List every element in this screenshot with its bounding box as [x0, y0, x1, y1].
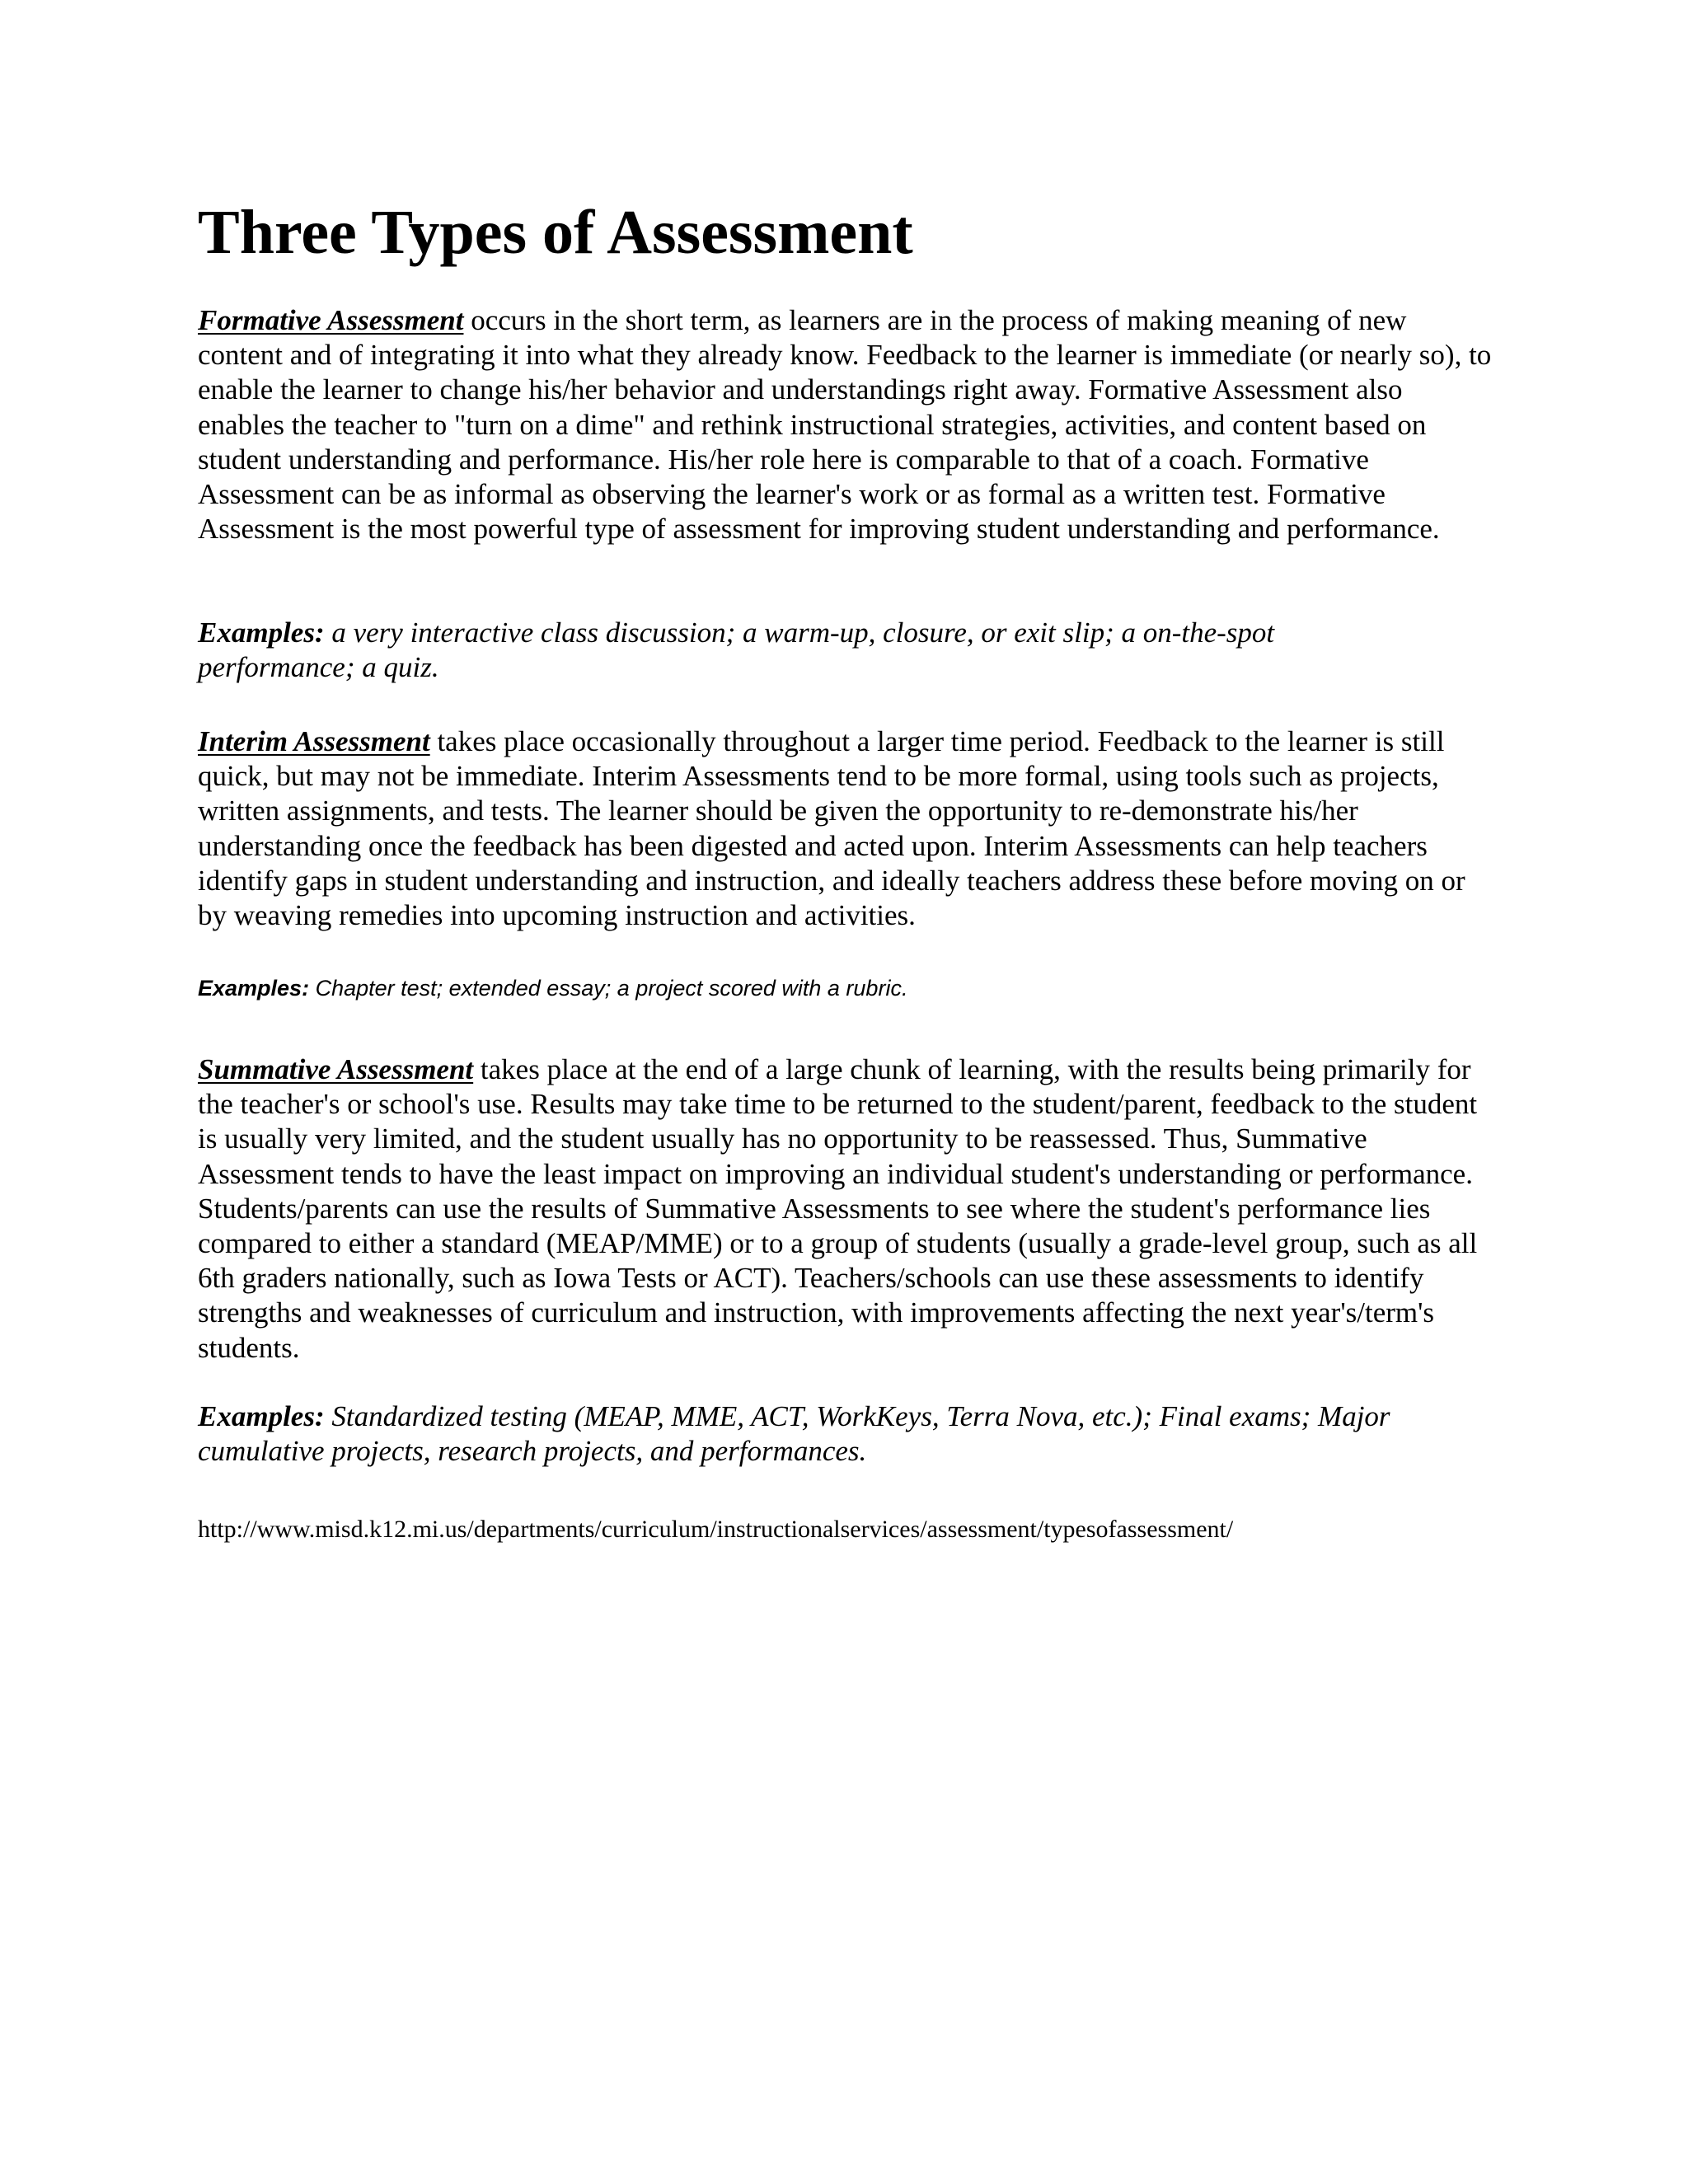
summative-examples-label: Examples:: [198, 1400, 325, 1432]
interim-paragraph: [198, 724, 1492, 933]
summative-body: takes place at the end of a large chunk of learning, with the results being primarily for the teacher's or school's use. Results may take time to be returned to the student/parent, feedback to the student is usually very limited, and the student usually has no opportunity to be reassessed. Thus, Summative Assessment tends to have the least impact on improving an individual student's understanding or performance. Students/parents can use the results of Summative Assessments to see where the student's performance lies compared to either a standard (MEAP/MME) or to a group of students (usually a grade-level group, such as all 6th graders nationally, such as Iowa Tests or ACT). Teachers/schools can use these assessments to identify strengths and weaknesses of curriculum and instruction, with improvements affecting the next year's/term's students.: [198, 1053, 1478, 1364]
summative-examples: [198, 1399, 1492, 1469]
formative-body: occurs in the short term, as learners are in the process of making meaning of new content and of integrating it into what they already know. Feedback to the learner is immediate (or nearly so), to enable the learner to change his/her behavior and understandings right away. Formative Assessment also enables the teacher to "turn on a dime" and rethink instructional strategies, activities, and content based on student understanding and performance. His/her role here is comparable to that of a coach. Formative Assessment can be as informal as observing the learner's work or as formal as a written test. Formative Assessment is the most powerful type of assessment for improving student understanding and performance.: [198, 304, 1492, 546]
formative-examples-label: Examples:: [198, 616, 325, 649]
interim-term: Interim Assessment: [198, 725, 430, 757]
formative-term: Formative Assessment: [198, 304, 464, 336]
page-title: Three Types of Assessment: [198, 198, 913, 267]
interim-examples-text: Chapter test; extended essay; a project scored with a rubric.: [309, 976, 908, 1001]
interim-examples-label: Examples:: [198, 976, 310, 1001]
summative-term: Summative Assessment: [198, 1053, 474, 1085]
summative-examples-text: Standardized testing (MEAP, MME, ACT, WorkKeys, Terra Nova, etc.); Final exams; Major cumulative projects, research projects, and performances.: [198, 1400, 1390, 1468]
formative-paragraph: [198, 303, 1492, 546]
formative-examples: [198, 616, 1385, 685]
source-url: http://www.misd.k12.mi.us/departments/curriculum/instructionalservices/assessment/typesofassessment/: [198, 1516, 1234, 1543]
interim-body: takes place occasionally throughout a larger time period. Feedback to the learner is still quick, but may not be immediate. Interim Assessments tend to be more formal, using tools such as projects, written assignments, and tests. The learner should be given the opportunity to re-demonstrate his/her understanding once the feedback has been digested and acted upon. Interim Assessments can help teachers identify gaps in student understanding and instruction, and ideally teachers address these before moving on or by weaving remedies into upcoming instruction and activities.: [198, 725, 1465, 932]
summative-paragraph: [198, 1052, 1492, 1366]
formative-examples-text: a very interactive class discussion; a warm-up, closure, or exit slip; a on-the-spot performance; a quiz.: [198, 616, 1275, 684]
interim-examples: [198, 974, 907, 1002]
